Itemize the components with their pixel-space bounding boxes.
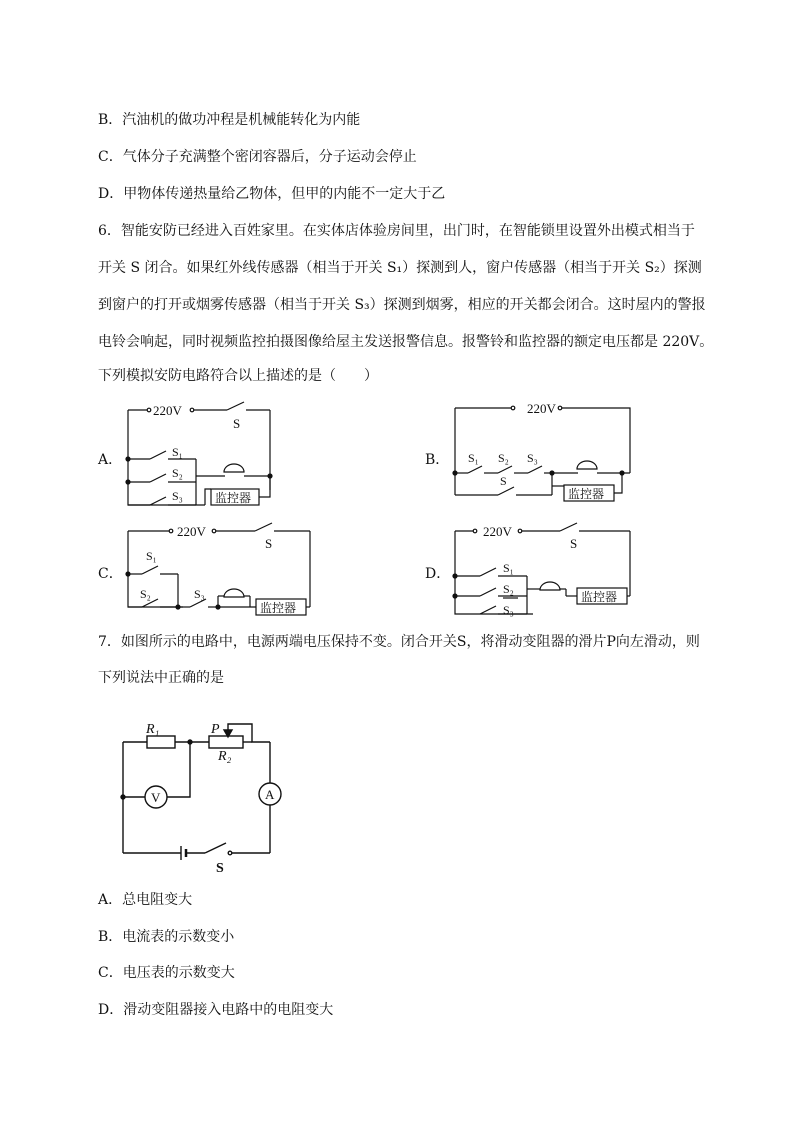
q7-ammeter-label: A (265, 787, 275, 802)
q6-option-c-label: C． (98, 566, 123, 582)
circuit-a-voltage: 220V (153, 403, 182, 418)
q6-stem-line-2: 开关 S 闭合。如果红外线传感器（相当于开关 S₁）探测到人，窗户传感器（相当于开关 S₂）探测 (98, 260, 702, 276)
circuit-b-s3: S₃ (527, 451, 538, 465)
q7-stem-line-1: 7．如图所示的电路中，电源两端电压保持不变。闭合开关S，将滑动变阻器的滑片P向左滑动，则 (98, 634, 700, 650)
circuit-c-monitor: 监控器 (260, 601, 297, 615)
q7-option-a: A．总电阻变大 (98, 892, 193, 908)
q6-stem-line-1: 6．智能安防已经进入百姓家里。在实体店体验房间里，出门时，在智能锁里设置外出模式相当于 (98, 223, 695, 239)
circuit-b-s2: S₂ (498, 451, 509, 465)
q7-r1-label: R₁ (146, 722, 160, 737)
q7-r2-rheostat (209, 736, 243, 748)
q7-stem-line-2: 下列说法中正确的是 (98, 670, 224, 686)
circuit-b-voltage: 220V (527, 401, 556, 416)
q5-option-b: B．汽油机的做功冲程是机械能转化为内能 (98, 112, 361, 128)
circuit-c-s3: S₃ (194, 587, 205, 601)
circuit-c-voltage: 220V (177, 524, 206, 539)
circuit-c-s1: S₁ (146, 549, 157, 563)
q6-stem-line-5: 下列模拟安防电路符合以上描述的是（ ） (98, 368, 378, 384)
circuit-a-monitor: 监控器 (215, 491, 252, 505)
q6-stem-line-4: 电铃会响起，同时视频监控拍摄图像给屋主发送报警信息。报警铃和监控器的额定电压都是 220V。 (98, 334, 714, 350)
q7-voltmeter-label: V (151, 790, 161, 805)
circuit-d-monitor: 监控器 (581, 590, 618, 604)
q6-option-a-label: A． (98, 452, 123, 468)
circuit-d-s: S (570, 536, 578, 551)
circuit-d-s1: S₁ (503, 561, 514, 575)
circuit-a-s1: S₁ (172, 445, 183, 459)
q5-option-d: D．甲物体传递热量给乙物体，但甲的内能不一定大于乙 (98, 186, 446, 202)
q7-switch-label: S (216, 861, 224, 876)
circuit-a-s2: S₂ (172, 466, 183, 480)
circuit-b-s1: S₁ (468, 451, 479, 465)
circuit-c-s2: S₂ (140, 587, 151, 601)
circuit-c-s: S (265, 536, 273, 551)
circuit-b-s: S (500, 474, 507, 488)
circuit-a-s3: S₃ (172, 489, 183, 503)
q7-option-c: C．电压表的示数变大 (98, 965, 235, 981)
q6-option-b-label: B． (425, 452, 450, 468)
circuit-b-monitor: 监控器 (568, 487, 605, 501)
circuit-d-voltage: 220V (483, 524, 512, 539)
q6-option-d-label: D． (425, 566, 451, 582)
q7-switch-icon (205, 843, 226, 853)
q7-r2-label: R₂ (218, 749, 232, 764)
q5-option-c: C．气体分子充满整个密闭容器后，分子运动会停止 (98, 149, 417, 165)
q6-stem-line-3: 到窗户的打开或烟雾传感器（相当于开关 S₃）探测到烟雾，相应的开关都会闭合。这时屋内的警报 (98, 297, 706, 313)
circuit-d-s3: S₃ (503, 603, 514, 617)
q7-option-b: B．电流表的示数变小 (98, 929, 235, 945)
circuit-d-s2: S₂ (503, 582, 514, 596)
circuit-a-s: S (233, 416, 241, 431)
q7-p-label: P (211, 722, 220, 737)
q7-r1-resistor (147, 736, 175, 748)
q7-option-d: D．滑动变阻器接入电路中的电阻变大 (98, 1002, 334, 1018)
